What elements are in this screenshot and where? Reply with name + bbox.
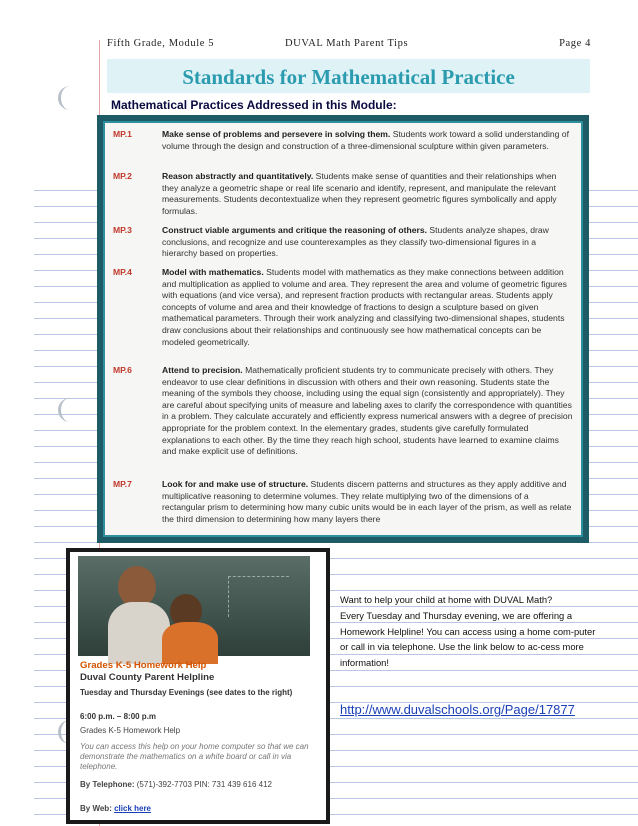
practice-code: MP.2 (113, 171, 132, 181)
practice-code: MP.6 (113, 365, 132, 375)
teacher-student-photo (78, 556, 310, 656)
practice-description: Students make sense of quantities and their relationships when they analyze a geometric shape or real life scenario and identify, represent, and manipulate the relevant measurements. Students decontextualize when they represent geometric figures symbolically and apply formulas. (162, 171, 557, 216)
card-web (80, 804, 318, 814)
binder-ring-icon (58, 86, 82, 110)
click-here-link[interactable]: click here (114, 804, 152, 813)
practices-panel (103, 121, 583, 537)
practice-description: Students work toward a solid understanding of volume through the design and construction of a three-dimensional sculpture within given parameters. (162, 129, 569, 151)
card-phone (80, 780, 318, 790)
card-heading-grades: Grades K-5 Homework Help (80, 660, 207, 671)
binder-ring-icon (58, 398, 82, 422)
card-note: You can access this help on your home computer so that we can demonstrate the mathematics on a white board or call in via telephone. (80, 742, 309, 771)
practice-code: MP.1 (113, 129, 132, 139)
practice-title: Attend to precision. (162, 365, 243, 375)
practice-description: Students discern patterns and structures as they apply additive and multiplicative reasoning to determine volumes. They relate multiplying two of the dimensions of a rectangular prism to determining how many cubic units would be in each layer of the prism, as well as relate the third dimension to determining how many layers there (162, 479, 572, 524)
card-schedule: Tuesday and Thursday Evenings (see dates to the right) (80, 688, 293, 697)
practice-title: Construct viable arguments and critique the reasoning of others. (162, 225, 428, 235)
practice-title: Model with mathematics. (162, 267, 264, 277)
header-page-number: Page 4 (559, 38, 591, 49)
practice-code: MP.4 (113, 267, 132, 277)
practice-title: Make sense of problems and persevere in solving them. (162, 129, 391, 139)
practice-title: Look for and make use of structure. (162, 479, 309, 489)
header-center: DUVAL Math Parent Tips (285, 38, 409, 49)
web-label: By Web: (80, 804, 112, 813)
title-banner (107, 59, 590, 93)
card-time: 6:00 p.m. – 8:00 p.m (80, 712, 157, 721)
helpline-body: Every Tuesday and Thursday evening, we are offering a Homework Helpline! You can access using a home com-puter or call in via telephone. Use the link below to ac-cess more information! (340, 610, 596, 668)
card-heading-helpline: Duval County Parent Helpline (80, 672, 215, 683)
practice-code: MP.7 (113, 479, 132, 489)
practice-description: Mathematically proficient students try to communicate precisely with others. They endeavor to use clear definitions in discussion with others and their own reasoning. Students state the meaning of the symbols they choose, including using the equal sign (consistently and appropriately). They are careful about specifying units of measure and labeling axes to clarify the correspondence with quantities in a problem. They calculate accurately and efficiently express numerical answers with a degree of precision appropriate for the problem context. In the elementary grades, students give carefully formulated explanations to each other. By the time they reach high school, students have learned to examine claims and make explicit use of definitions. (162, 365, 573, 457)
student-body-shape (162, 622, 218, 664)
section-subheading: Mathematical Practices Addressed in this Module: (111, 98, 397, 112)
practice-description: Students analyze shapes, draw conclusions, and recognize and use counterexamples as they classify two-dimensional figures in a hierarchy based on properties. (162, 225, 549, 259)
practice-title: Reason abstractly and quantitatively. (162, 171, 314, 181)
practices-box (97, 115, 589, 543)
phone-label: By Telephone: (80, 780, 135, 789)
card-subtitle: Grades K-5 Homework Help (80, 726, 181, 735)
helpline-question: Want to help your child at home with DUVAL Math? (340, 594, 553, 605)
chalkboard-marks (228, 576, 289, 617)
practice-description: Students model with mathematics as they make connections between addition and multiplication as applied to volume and area. They represent the area and volume of geometric figures with equations (and vice versa), and represent fraction products with rectangular areas. Students apply concepts of volume and area and their knowledge of fractions to design a sculpture based on given mathematical parameters. Through their work analyzing and classifying two-dimensional shapes, students draw conclusions about their relationships and continuously see how mathematical concepts can be modeled geometrically. (162, 267, 567, 347)
phone-value: (571)-392-7703 PIN: 731 439 616 412 (136, 780, 272, 789)
teacher-body-shape (108, 602, 170, 664)
page-title: Standards for Mathematical Practice (182, 65, 515, 89)
practice-code: MP.3 (113, 225, 132, 235)
duval-schools-link[interactable]: http://www.duvalschools.org/Page/17877 (340, 702, 575, 717)
helpline-card (66, 548, 330, 824)
header-left: Fifth Grade, Module 5 (107, 38, 215, 49)
